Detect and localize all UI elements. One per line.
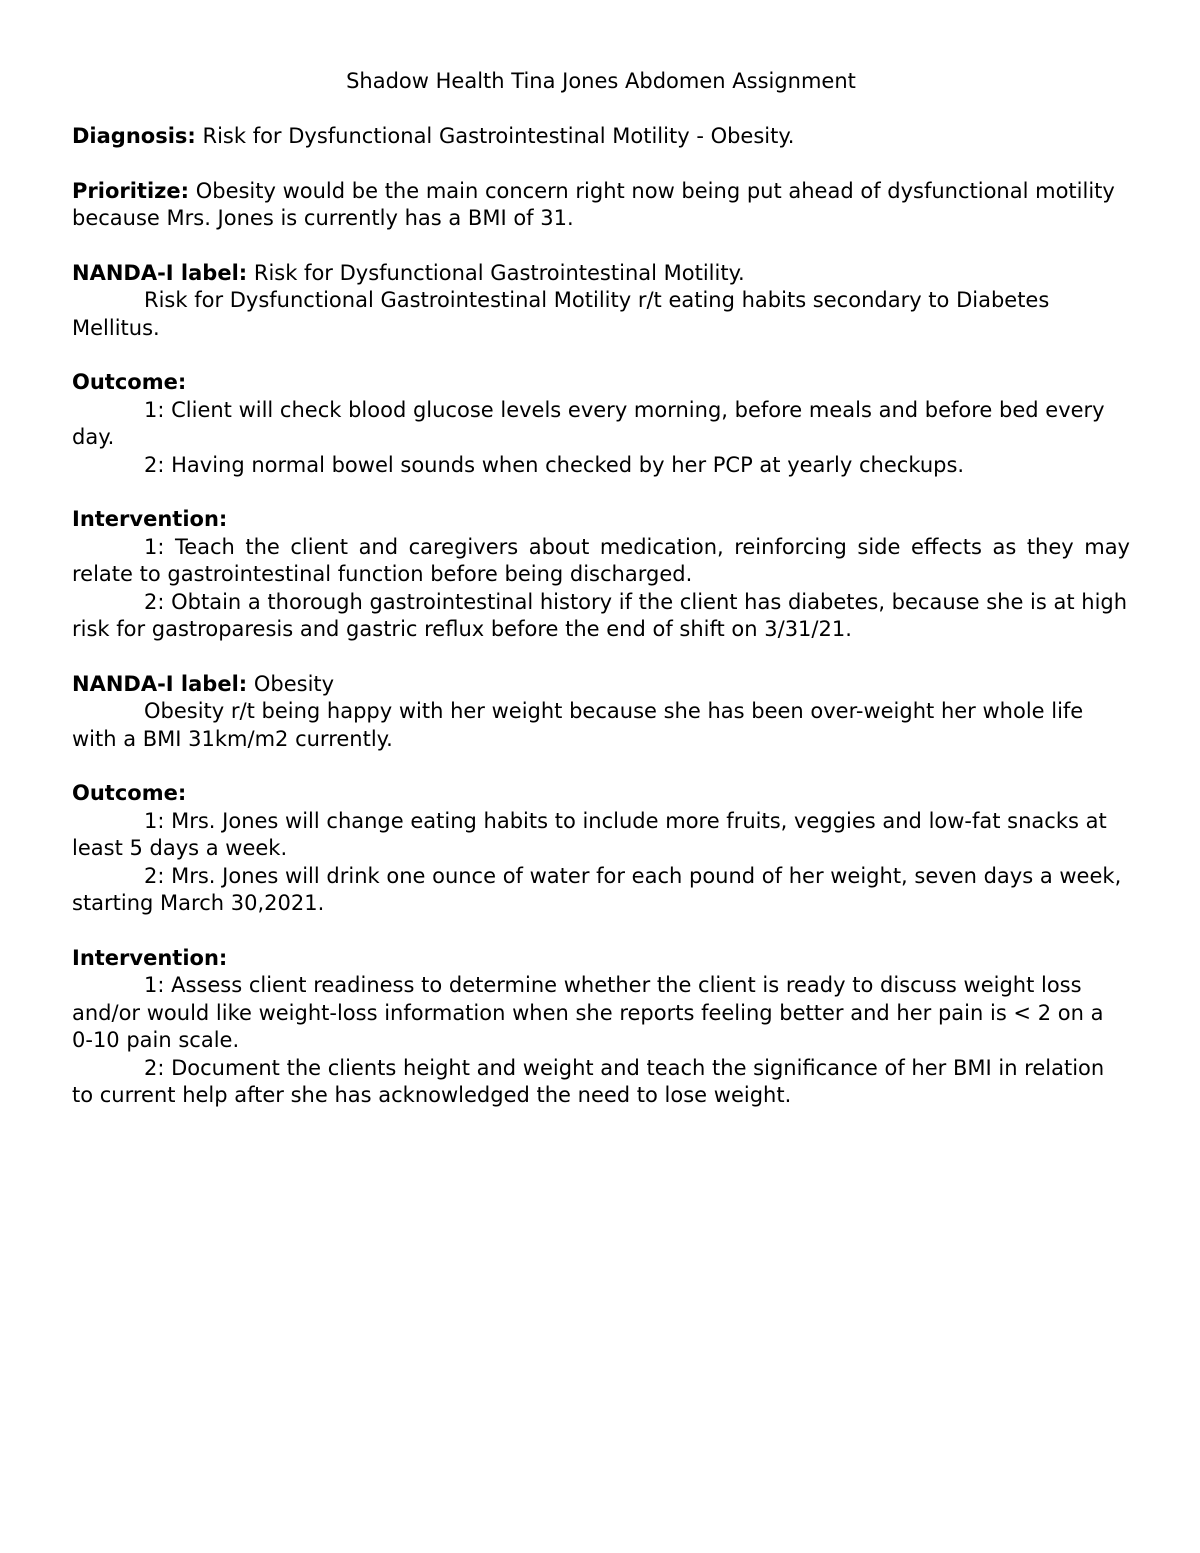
outcome-1-item-2: 2: Having normal bowel sounds when checked by her PCP at yearly checkups. [144, 452, 965, 477]
intervention-section-2 [72, 945, 1130, 1109]
outcome-2-item-1: 1: Mrs. Jones will change eating habits to include more fruits, veggies and low-fat snacks at least 5 days a week. [72, 808, 1107, 861]
nanda-label-2: NANDA-I label: [72, 671, 248, 696]
prioritize-section [72, 178, 1130, 233]
prioritize-label: Prioritize: [72, 178, 190, 203]
prioritize-text: Obesity would be the main concern right now being put ahead of dysfunctional motility because Mrs. Jones is currently has a BMI of 31. [72, 178, 1115, 230]
intervention-2-item-2: 2: Document the clients height and weight and teach the significance of her BMI in relation to current help after she has acknowledged the need to lose weight. [72, 1055, 1105, 1107]
nanda-section-1 [72, 260, 1130, 342]
prioritize-paragraph [72, 178, 1130, 233]
intervention-section-1 [72, 506, 1130, 643]
outcome-section-2 [72, 780, 1130, 917]
diagnosis-paragraph [72, 123, 1130, 150]
intervention-1-item-2: 2: Obtain a thorough gastrointestinal history if the client has diabetes, because she is at high risk for gastroparesis and gastric reflux before the end of shift on 3/31/21. [72, 589, 1128, 642]
intervention-2-item-1: 1: Assess client readiness to determine whether the client is ready to discuss weight loss and/or would like weight-loss information when she reports feeling better and her pain is < 2 on a 0-10 pain scale. [72, 973, 1104, 1053]
outcome-label-2: Outcome: [72, 781, 187, 806]
nanda-detail-1: Risk for Dysfunctional Gastrointestinal Motility r/t eating habits secondary to Diabetes Mellitus. [72, 288, 1050, 340]
document-title: Shadow Health Tina Jones Abdomen Assignment [346, 69, 856, 93]
nanda-text-1: Risk for Dysfunctional Gastrointestinal Motility. [247, 260, 745, 285]
nanda-label-1: NANDA-I label: [72, 260, 248, 285]
outcome-1-item-1: 1: Client will check blood glucose levels every morning, before meals and before bed every day. [72, 397, 1105, 450]
diagnosis-section [72, 123, 1130, 150]
outcome-label-1: Outcome: [72, 370, 187, 395]
nanda-text-2: Obesity [247, 671, 335, 696]
document-page [72, 68, 1130, 1137]
nanda-paragraph-2 [72, 671, 1130, 698]
nanda-paragraph-1 [72, 260, 1130, 287]
outcome-section-1 [72, 369, 1130, 479]
outcome-2-item-2: 2: Mrs. Jones will drink one ounce of water for each pound of her weight, seven days a week, starting March 30,2021. [72, 863, 1122, 916]
nanda-detail-2: Obesity r/t being happy with her weight because she has been over-weight her whole life with a BMI 31km/m2 currently. [72, 699, 1084, 751]
intervention-label-2: Intervention: [72, 945, 228, 970]
intervention-label-1: Intervention: [72, 507, 228, 532]
diagnosis-text: Risk for Dysfunctional Gastrointestinal Motility - Obesity. [195, 123, 795, 148]
intervention-1-item-1: 1: Teach the client and caregivers about medication, reinforcing side effects as they may relate to gastrointestinal function before being discharged. [72, 534, 1130, 587]
nanda-section-2 [72, 671, 1130, 753]
diagnosis-label: Diagnosis: [72, 123, 196, 148]
